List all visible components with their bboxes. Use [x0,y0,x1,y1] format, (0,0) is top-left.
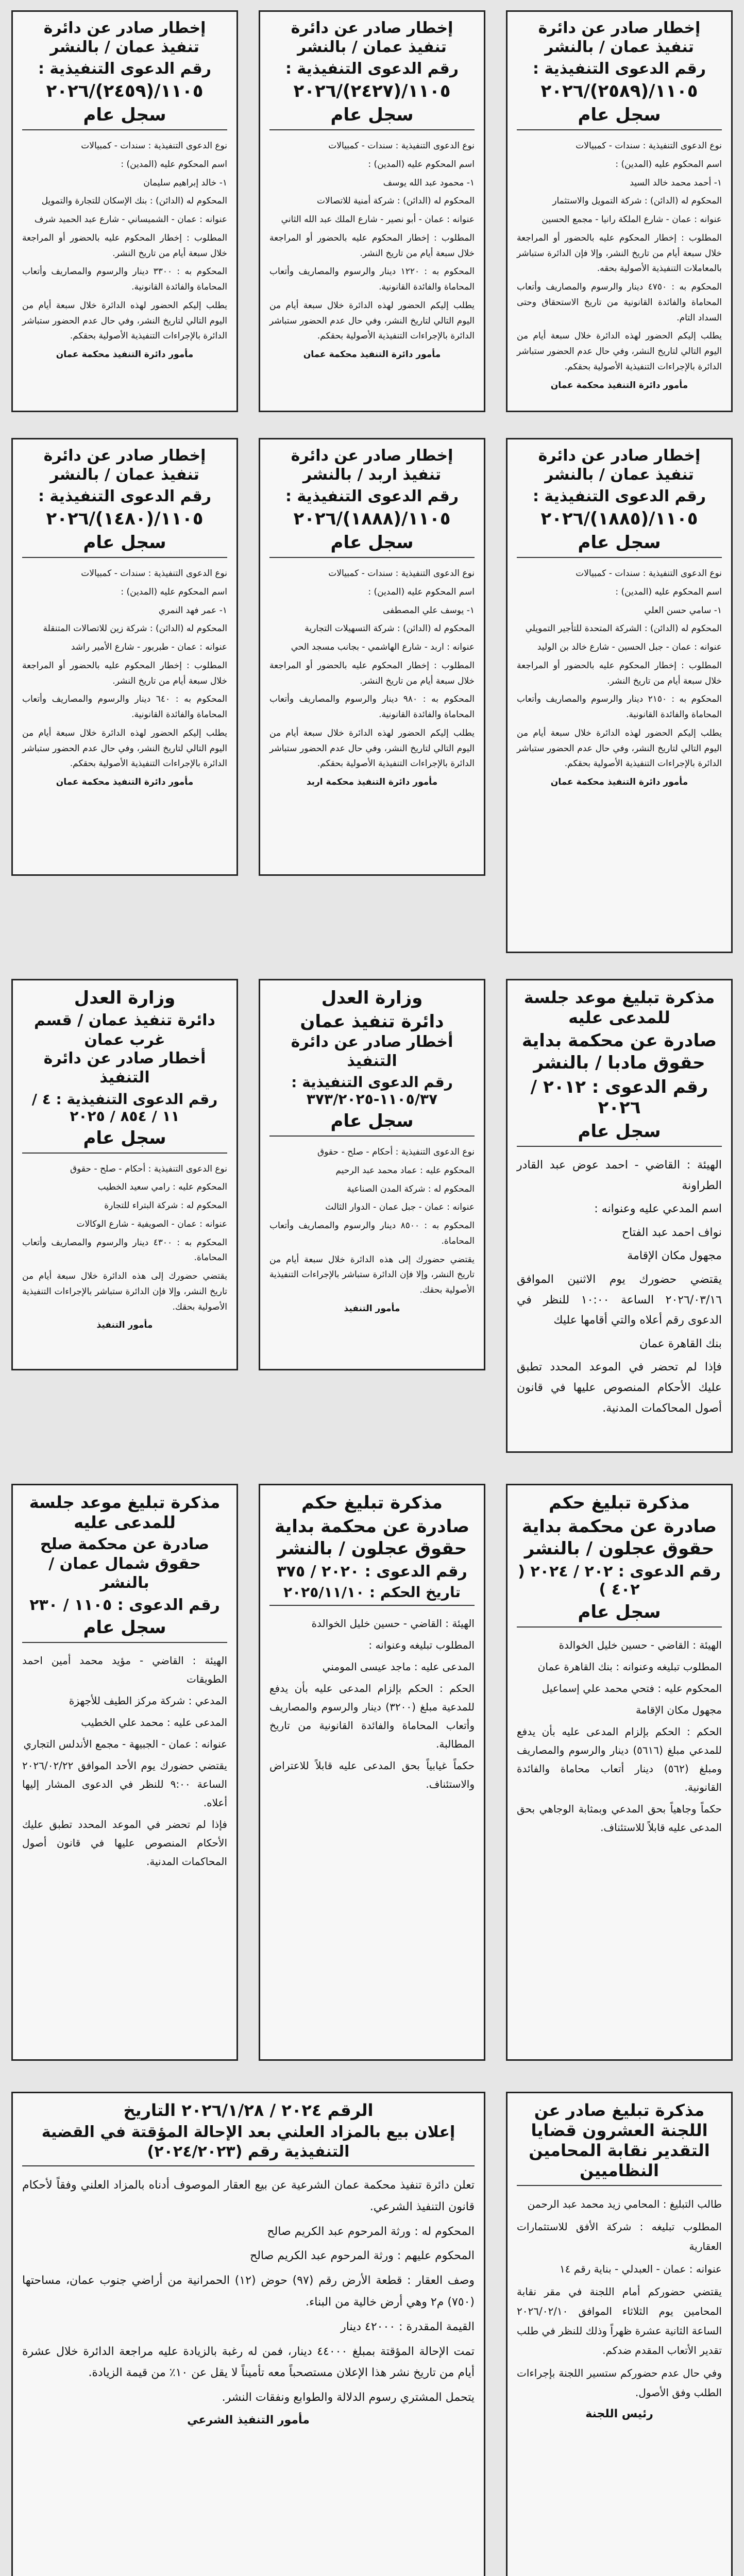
body-line: الهيئة : القاضي - حسين خليل الخوالدة [559,1639,722,1652]
case-number: رقم الدعوى التنفيذية : ٤ / ١١ / ٨٥٤ / ٢٠٢٥ [31,1090,218,1125]
body-line: عنوانه : عمان - العبدلي - بناية رقم ١٤ [559,2263,722,2276]
signature: مأمور دائرة التنفيذ محكمة اربد [306,777,438,788]
body-line: المحكوم له : شركة البتراء للتجارة [104,1200,227,1211]
body-line: نواف احمد عبد الفتاح [621,1226,722,1239]
body-line: المحكوم عليه : فتحي محمد علي إسماعيل [542,1682,722,1695]
body-line: المحكوم به : ٦٤٠ دينار والرسوم والمصاريف وأتعاب المحاماة والفائدة القانونية. [22,694,228,720]
case-label: رقم الدعوى التنفيذية : [285,487,459,506]
body-line: بنك القاهرة عمان [639,1337,722,1350]
body-line: يطلب إليكم الحضور لهذه الدائرة خلال سبعة أيام من اليوم التالي لتاريخ النشر، وفي حال عدم الحضور ستباشر الدائرة بالإجراءات التنفيذية الأصولية بحقكم. [22,300,227,342]
divider [517,557,722,558]
case-label: رقم الدعوى التنفيذية : [532,60,706,78]
body-line: اسم المحكوم عليه (المدين) : [615,159,722,170]
body-line: يقتضي حضورك يوم الأحد الموافق ٢٠٢٦/٠٢/٢٢ الساعة ٩:٠٠ للنظر في الدعوى المشار إليها أعلاه. [22,1759,227,1809]
body-line: يطلب إليكم الحضور لهذه الدائرة خلال سبعة أيام من اليوم التالي لتاريخ النشر، وفي حال عدم الحضور ستباشر الدائرة بالإجراءات التنفيذية الأصولية بحقكم. [517,727,722,769]
court-name: صادرة عن محكمة صلح حقوق شمال عمان / بالنشر [40,1535,210,1592]
body-line: المطلوب : إخطار المحكوم عليه بالحضور أو المراجعة خلال سبعة أيام من تاريخ النشر. [517,660,722,686]
notice-title: إخطار صادر عن دائرة تنفيذ اربد / بالنشر [291,447,453,484]
notice-body [269,566,475,772]
notice-card [506,2092,733,2576]
body-line: المطلوب : إخطار المحكوم عليه بالحضور أو المراجعة خلال سبعة أيام من تاريخ النشر. [22,660,227,686]
signature: مأمور التنفيذ الشرعي [187,2414,310,2427]
divider [517,2185,722,2186]
body-line: الهيئة : القاضي - مؤيد محمد أمين احمد الطويقات [22,1654,227,1685]
auction-heading: إعلان بيع بالمزاد العلني بعد الإحالة المؤقتة في القضية التنفيذية رقم (٢٠٢٤/٢٠٢٣) [41,2123,455,2161]
body-line: عنوانه : عمان - الشميساني - شارع عبد الحميد شرف [34,214,227,225]
body-line: الحكم : الحكم بإلزام المدعى عليه بأن يدفع للمدعي مبلغ (٥٦١٦) دينار والرسوم والمصاريف ومبلغ (٥٦٢) دينار أتعاب محاماة والفائدة القانونية. [517,1725,722,1794]
body-line: عنوانه : عمان - الصويفية - شارع الوكالات [76,1218,227,1229]
divider [269,557,475,558]
divider [269,1136,475,1137]
body-line: المحكوم به : ٤٧٥٠ دينار والرسوم والمصاريف وأتعاب المحاماة والفائدة القانونية من تاريخ الاستحقاق وحتى السداد التام. [517,282,722,323]
body-line: يطلب إليكم الحضور لهذه الدائرة خلال سبعة أيام من اليوم التالي لتاريخ النشر، وفي حال عدم الحضور ستباشر الدائرة بالإجراءات التنفيذية الأصولية بحقكم. [22,727,227,769]
department-name: دائرة تنفيذ عمان [300,1011,444,1032]
notice-card [11,1484,238,2061]
case-label: رقم الدعوى التنفيذية : [285,60,459,78]
notice-body [22,1651,227,1871]
body-line: المحكوم له : شركة المدن الصناعية [347,1183,475,1194]
record-type: سجل عام [83,105,166,126]
body-line: مجهول مكان الإقامة [635,1704,722,1717]
notice-body [517,566,722,772]
body-line: المحكوم له (الدائن) : شركة التسهيلات التجارية [305,623,475,634]
body-line: ١- سامي حسن العلي [644,605,722,616]
signature: رئيس اللجنة [585,2408,653,2421]
body-line: المحكوم عليه : عماد محمد عبد الرحيم [335,1165,475,1176]
body-line: عنوانه : عمان - الجبيهة - مجمع الأندلس التجاري [23,1737,227,1750]
auction-reference: الرقم ٢٠٢٤ / ٢٠٢٦/١/٢٨ التاريخ [123,2100,374,2120]
body-line: نوع الدعوى التنفيذية : سندات - كمبيالات [328,568,475,579]
auction-body [22,2175,475,2409]
body-line: المطلوب : إخطار المحكوم عليه بالحضور أو المراجعة خلال سبعة أيام من تاريخ النشر. [269,660,475,686]
body-line: وصف العقار : قطعة الأرض رقم (٩٧) حوض (١٢) الحمرانية من أراضي جنوب عمان، مساحتها (٧٥٠) م٢ وهي أرض خالية من البناء. [22,2274,475,2309]
notice-title: إخطار صادر عن دائرة تنفيذ عمان / بالنشر [538,19,701,56]
divider [22,129,227,130]
body-line: ١- أحمد محمد خالد السيد [630,177,722,188]
auction-card [11,2092,485,2576]
divider [517,1626,722,1628]
divider [269,1605,475,1606]
record-type: سجل عام [578,105,661,126]
notice-title: إخطار صادر عن دائرة تنفيذ عمان / بالنشر [291,19,453,56]
body-line: المحكوم به : ٨٥٠٠ دينار والرسوم والمصاريف وأتعاب المحاماة. [269,1221,475,1246]
body-line: نوع الدعوى التنفيذية : سندات - كمبيالات [576,141,722,151]
body-line: ١- عمر فهد النمري [158,605,227,616]
signature: مأمور دائرة التنفيذ محكمة عمان [303,349,441,360]
body-line: نوع الدعوى التنفيذية : أحكام - صلح - حقوق [70,1163,227,1174]
body-line: فإذا لم تحضر في الموعد المحدد تطبق عليك الأحكام المنصوص عليها في قانون أصول المحاكمات المدنية. [22,1818,227,1868]
ministry-name: وزارة العدل [321,988,423,1008]
case-number: ١١٠٥/(٢٤٥٩)/٢٠٢٦ [46,81,204,102]
notice-title: إخطار صادر عن دائرة تنفيذ عمان / بالنشر [43,19,206,56]
body-line: المطلوب تبليغه : شركة الأفق للاستثمارات العقارية [517,2221,722,2253]
notice-card [506,438,733,953]
court-name: صادرة عن محكمة بداية حقوق عجلون / بالنشر [521,1516,717,1559]
body-line: يقتضي حضورك إلى هذه الدائرة خلال سبعة أيام من تاريخ النشر، وإلا فإن الدائرة ستباشر بالإجراءات التنفيذية الأصولية بحقك. [269,1254,475,1296]
notice-card [259,1484,485,2061]
body-line: يقتضي حضوركم أمام اللجنة في مقر نقابة المحامين يوم الثلاثاء الموافق ٢٠٢٦/٠٢/١٠ الساعة الثانية عشرة ظهراً وذلك للنظر في طلب تقدير الأتعاب المقدم ضدكم. [517,2285,722,2357]
body-line: اسم المحكوم عليه (المدين) : [615,586,722,597]
body-line: الحكم : الحكم بإلزام المدعى عليه بأن يدفع للمدعية مبلغ (٣٢٠٠) دينار والرسوم والمصاريف وأتعاب المحاماة والفائدة القانونية من تاريخ المطالبة. [269,1682,475,1751]
body-line: الهيئة : القاضي - احمد عوض عبد القادر الطراونة [517,1159,722,1192]
body-line: اسم المدعي عليه وعنوانه : [594,1202,722,1216]
body-line: المحكوم به : ١٢٢٠ دينار والرسوم والمصاريف وأتعاب المحاماة والفائدة القانونية. [269,266,475,293]
department-name: دائرة تنفيذ عمان / قسم غرب عمان [34,1011,215,1049]
notice-title: مذكرة تبليغ حكم [549,1493,690,1513]
notice-card [506,1484,733,2061]
notice-body [517,139,722,375]
body-line: حكماً غيابياً بحق المدعى عليه قابلاً للاعتراض والاستئناف. [269,1759,475,1791]
body-line: عنوانه : عمان - طبربور - شارع الأمير راشد [71,642,227,653]
notice-body [517,1636,722,1837]
record-type: سجل عام [83,1617,166,1638]
body-line: تمت الإحالة المؤقتة بمبلغ ٤٤٠٠٠ دينار، فمن له رغبة بالزيادة عليه مراجعة الدائرة خلال عشرة أيام من تاريخ نشر هذا الإعلان مستصحباً معه تأميناً لا يقل عن ١٠٪ من قيمة الزيادة. [22,2345,475,2380]
notice-body [22,566,227,772]
body-line: المطلوب تبليغه وعنوانه : [368,1639,475,1652]
body-line: المحكوم به : ٤٣٠٠ دينار والرسوم والمصاريف وأتعاب المحاماة. [22,1237,227,1263]
body-line: عنوانه : اربد - شارع الهاشمي - بجانب مسجد الحي [291,642,475,653]
record-type: سجل عام [578,1602,661,1623]
ministry-name: وزارة العدل [74,988,176,1008]
body-line: عنوانه : عمان - أبو نصير - شارع الملك عبد الله الثاني [281,214,475,225]
case-label: رقم الدعوى التنفيذية : [532,487,706,506]
body-line: يطلب إليكم الحضور لهذه الدائرة خلال سبعة أيام من اليوم التالي لتاريخ النشر، وفي حال عدم الحضور ستباشر الدائرة بالإجراءات التنفيذية الأصولية بحقكم. [517,331,722,372]
body-line: فإذا لم تحضر في الموعد المحدد تطبق عليك الأحكام المنصوص عليها في قانون أصول المحاكمات المدنية. [517,1361,722,1415]
case-number: ١١٠٥/(١٤٨٠)/٢٠٢٦ [46,509,204,530]
body-line: ١- خالد إبراهيم سليمان [143,177,227,188]
body-line: اسم المحكوم عليه (المدين) : [368,586,475,597]
case-number: ١١٠٥/(١٨٨٥)/٢٠٢٦ [540,509,698,530]
notice-card [506,979,733,1453]
body-line: نوع الدعوى التنفيذية : سندات - كمبيالات [81,141,227,151]
case-number: رقم الدعوى : ٢٠٢ / ٢٠٢٤ ( ٤٠٢ ) [518,1563,721,1599]
body-line: عنوانه : عمان - جبل عمان - الدوار الثالث [325,1202,475,1213]
divider [517,129,722,130]
divider [22,557,227,558]
record-type: سجل عام [83,532,166,553]
body-line: المحكوم به : ٢١٥٠ دينار والرسوم والمصاريف وأتعاب المحاماة والفائدة القانونية. [517,694,722,720]
court-name: صادرة عن محكمة بداية حقوق عجلون / بالنشر [274,1516,470,1559]
body-line: طالب التبليغ : المحامي زيد محمد عبد الرحمن [527,2198,722,2211]
notice-card [11,438,238,876]
body-line: اسم المحكوم عليه (المدين) : [121,586,227,597]
body-line: يتحمل المشتري رسوم الدلالة والطوابع ونفقات النشر. [222,2391,475,2404]
notice-card [259,438,485,876]
body-line: المحكوم له (الدائن) : شركة أمنية للاتصالات [316,196,475,207]
body-line: تعلن دائرة تنفيذ محكمة عمان الشرعية عن بيع العقار الموصوف أدناه بالمزاد العلني وفقاً لأحكام قانون التنفيذ الشرعي. [22,2179,475,2213]
case-number: رقم الدعوى التنفيذية : ١١٠٥/٣٧-٣٧٣/٢٠٢٥ [291,1074,453,1108]
notice-card [11,979,238,1370]
notice-body [269,139,475,344]
notice-body [22,1162,227,1315]
record-type: سجل عام [330,1111,414,1132]
body-line: المحكوم له : ورثة المرحوم عبد الكريم صالح [267,2225,475,2238]
body-line: نوع الدعوى التنفيذية : أحكام - صلح - حقوق [317,1147,475,1158]
signature: مأمور دائرة التنفيذ محكمة عمان [56,777,194,788]
notice-type: أخطار صادر عن دائرة التنفيذ [43,1049,206,1087]
record-type: سجل عام [83,1127,166,1148]
signature: مأمور دائرة التنفيذ محكمة عمان [550,380,688,391]
notice-title: مذكرة تبليغ موعد جلسة للمدعى عليه [523,988,715,1028]
body-line: عنوانه : عمان - جبل الحسين - شارع خالد بن الوليد [537,642,722,653]
body-line: اسم المحكوم عليه (المدين) : [121,159,227,170]
body-line: المحكوم عليه : رامي سعيد الخطيب [97,1182,227,1193]
notice-title: مذكرة تبليغ صادر عن اللجنة العشرون قضايا التقدير نقابة المحامين النظاميين [529,2100,710,2181]
body-line: يطلب إليكم الحضور لهذه الدائرة خلال سبعة أيام من اليوم التالي لتاريخ النشر، وفي حال عدم الحضور ستباشر الدائرة بالإجراءات التنفيذية الأصولية بحقكم. [269,727,475,769]
signature: مأمور التنفيذ [96,1320,153,1331]
case-number: ١١٠٥/(٢٥٨٩)/٢٠٢٦ [540,81,698,102]
case-number: ١١٠٥/(٢٤٢٧)/٢٠٢٦ [293,81,451,102]
body-line: نوع الدعوى التنفيذية : سندات - كمبيالات [328,141,475,151]
case-number: رقم الدعوى : ٢٠٢٠ / ٣٧٥ [277,1563,467,1581]
body-line: المحكوم له (الدائن) : بنك الإسكان للتجارة والتمويل [41,196,227,207]
body-line: المدعى عليه : ماجد عيسى المومني [322,1660,475,1673]
divider [22,2165,475,2166]
notice-title: إخطار صادر عن دائرة تنفيذ عمان / بالنشر [538,447,701,484]
divider [517,1146,722,1147]
body-line: المحكوم به : ٣٣٠٠ دينار والرسوم والمصاريف وأتعاب المحاماة والفائدة القانونية. [22,266,227,293]
divider [22,1153,227,1154]
notice-body [517,2194,722,2402]
body-line: حكماً وجاهياً بحق المدعي وبمثابة الوجاهي بحق المدعى عليه قابلاً للاستئناف. [517,1803,722,1834]
body-line: مجهول مكان الإقامة [627,1249,722,1263]
case-label: رقم الدعوى التنفيذية : [38,60,212,78]
body-line: نوع الدعوى التنفيذية : سندات - كمبيالات [576,568,722,579]
case-label: رقم الدعوى التنفيذية : [38,487,212,506]
record-type: سجل عام [330,105,414,126]
signature: مأمور التنفيذ [344,1303,400,1314]
notice-title: مذكرة تبليغ موعد جلسة للمدعى عليه [29,1493,221,1533]
notice-type: أخطار صادر عن دائرة التنفيذ [291,1032,453,1070]
body-line: القيمة المقدرة : ٤٢٠٠٠ دينار [341,2320,475,2333]
body-line: المحكوم له (الدائن) : الشركة المتحدة للتأجير التمويلي [525,623,722,634]
body-line: ١- محمود عبد الله يوسف [383,177,475,188]
notice-body [517,1155,722,1418]
body-line: اسم المحكوم عليه (المدين) : [368,159,475,170]
body-line: نوع الدعوى التنفيذية : سندات - كمبيالات [81,568,227,579]
notice-body [269,1145,475,1298]
body-line: وفي حال عدم حضوركم ستسير اللجنة بإجراءات الطلب وفق الأصول. [517,2367,722,2399]
body-line: المدعى عليه : محمد علي الخطيب [81,1716,227,1728]
body-line: يقتضي حضورك إلى هذه الدائرة خلال سبعة أيام من تاريخ النشر، وإلا فإن الدائرة ستباشر بالإجراءات التنفيذية الأصولية بحقك. [22,1271,227,1312]
record-type: سجل عام [578,532,661,553]
body-line: يقتضي حضورك يوم الاثنين الموافق ٢٠٢٦/٠٣/١٦ الساعة ١٠:٠٠ للنظر في الدعوى رقم أعلاه والتي أقامها عليك [517,1273,722,1327]
body-line: المحكوم به : ٩٨٠ دينار والرسوم والمصاريف وأتعاب المحاماة والفائدة القانونية. [269,694,475,720]
body-line: الهيئة : القاضي - حسين خليل الخوالدة [311,1617,475,1630]
notice-card [259,979,485,1370]
notice-card [259,10,485,412]
body-line: المطلوب تبليغه وعنوانه : بنك القاهرة عمان [537,1660,722,1673]
court-name: صادرة عن محكمة بداية حقوق مادبا / بالنشر [521,1030,717,1073]
signature: مأمور دائرة التنفيذ محكمة عمان [56,349,194,360]
notice-card [11,10,238,412]
notice-title: مذكرة تبليغ حكم [301,1493,443,1513]
body-line: المطلوب : إخطار المحكوم عليه بالحضور أو المراجعة خلال سبعة أيام من تاريخ النشر. [22,232,227,259]
body-line: المحكوم له (الدائن) : شركة زين للاتصالات المتنقلة [43,623,227,634]
body-line: المحكوم له (الدائن) : شركة التمويل والاستثمار [552,196,722,207]
body-line: المطلوب : إخطار المحكوم عليه بالحضور أو المراجعة خلال سبعة أيام من تاريخ النشر، وإلا فإن الدائرة ستباشر بالمعاملات التنفيذية الأصولية بحقه. [517,232,722,274]
notice-body [22,139,227,344]
case-number: رقم الدعوى : ١١٠٥ / ٢٣٠ [29,1596,220,1614]
body-line: المطلوب : إخطار المحكوم عليه بالحضور أو المراجعة خلال سبعة أيام من تاريخ النشر. [269,232,475,259]
notice-card [506,10,733,412]
body-line: المحكوم عليهم : ورثة المرحوم عبد الكريم صالح [250,2249,475,2263]
case-number: ١١٠٥/(١٨٨٨)/٢٠٢٦ [293,509,451,530]
body-line: المدعي : شركة مركز الطيف للأجهزة [69,1694,227,1707]
divider [22,1642,227,1643]
body-line: ١- يوسف علي المصطفى [383,605,475,616]
case-number: رقم الدعوى : ٢٠١٢ / ٢٠٢٦ [530,1077,708,1118]
signature: مأمور دائرة التنفيذ محكمة عمان [550,777,688,788]
record-type: سجل عام [330,532,414,553]
notice-title: إخطار صادر عن دائرة تنفيذ عمان / بالنشر [43,447,206,484]
divider [269,129,475,130]
notice-body [269,1614,475,1793]
judgment-date: تاريخ الحكم : ٢٠٢٥/١١/١٠ [283,1584,461,1601]
record-type: سجل عام [578,1121,661,1142]
body-line: عنوانه : عمان - شارع الملكة رانيا - مجمع الحسين [542,214,722,225]
body-line: يطلب إليكم الحضور لهذه الدائرة خلال سبعة أيام من اليوم التالي لتاريخ النشر، وفي حال عدم الحضور ستباشر الدائرة بالإجراءات التنفيذية الأصولية بحقكم. [269,300,475,342]
